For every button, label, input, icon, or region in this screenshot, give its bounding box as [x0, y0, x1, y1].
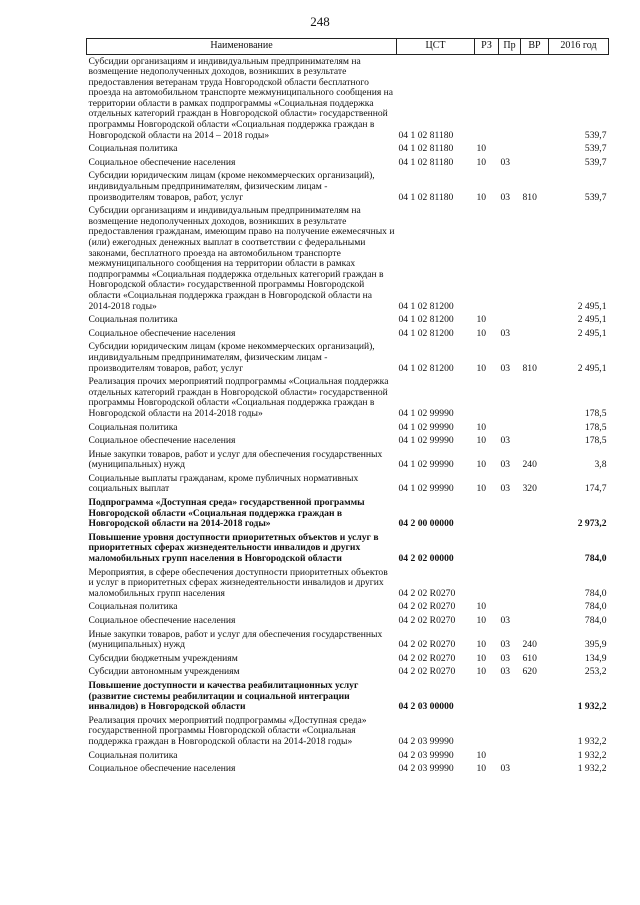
row-pr: 03: [500, 483, 511, 495]
row-vr: [521, 749, 549, 763]
row-name: Социальное обеспечение населения: [88, 327, 236, 339]
row-name: Иные закупки товаров, работ и услуг для обеспечения государственных (муниципальных) нужд: [88, 628, 383, 651]
row-cst: 04 2 02 R0270: [398, 666, 456, 678]
row-pr: [499, 55, 521, 143]
row-name: Социальное обеспечение населения: [88, 615, 236, 626]
row-vr: [521, 55, 549, 143]
row-cst: 04 1 02 81180: [398, 191, 454, 203]
row-rz: [475, 205, 499, 314]
row-pr: 03: [500, 435, 511, 447]
table-row: [87, 566, 609, 601]
row-vr: [521, 566, 549, 601]
row-pr: 03: [500, 362, 511, 374]
row-pr: [499, 497, 521, 532]
row-vr: 320: [522, 483, 537, 495]
row-rz: 10: [476, 483, 487, 495]
row-rz: [475, 531, 499, 566]
header-rz: РЗ: [475, 39, 499, 55]
row-pr: [499, 143, 521, 157]
row-rz: 10: [476, 763, 487, 775]
row-cst: 04 2 02 00000: [398, 553, 454, 565]
row-rz: [475, 497, 499, 532]
row-vr: [521, 679, 549, 714]
row-cst: 04 2 03 99990: [398, 735, 454, 747]
row-cst: 04 1 02 99990: [398, 421, 454, 433]
row-cst: 04 1 02 81180: [398, 129, 454, 141]
row-amount: 178,5: [584, 421, 607, 433]
table-row: [87, 601, 609, 615]
row-amount: 2 495,1: [577, 314, 607, 326]
row-pr: [499, 679, 521, 714]
row-amount: 3,8: [594, 459, 607, 471]
row-vr: [521, 615, 549, 629]
table-row: [87, 652, 609, 666]
row-name: Социальное обеспечение населения: [88, 435, 236, 447]
table-row: [87, 666, 609, 680]
row-cst: 04 1 02 81200: [398, 314, 454, 326]
row-pr: [499, 714, 521, 749]
header-year: 2016 год: [549, 39, 609, 55]
row-rz: [475, 376, 499, 421]
row-name: Реализация прочих мероприятий подпрограммы «Доступная среда» государственной программы Новгородской области «Социальная поддержка граждан в Новгородской области на 2014-2018 годы»: [88, 714, 367, 747]
row-name: Социальная политика: [88, 749, 178, 761]
row-rz: 10: [476, 191, 487, 203]
row-rz: 10: [476, 314, 487, 326]
row-pr: [499, 376, 521, 421]
page-number: 248: [310, 14, 330, 29]
row-pr: 03: [500, 652, 511, 664]
row-rz: [475, 566, 499, 601]
row-pr: [499, 205, 521, 314]
row-vr: 240: [522, 639, 537, 651]
row-name: Социальное обеспечение населения: [88, 763, 236, 775]
row-vr: 620: [522, 666, 537, 678]
header-name: Наименование: [87, 39, 397, 55]
row-amount: 1 932,2: [577, 735, 607, 747]
row-name: Субсидии организациям и индивидуальным предпринимателям на возмещение недополученных доходов, возникших в результате предоставления гражданам, имеющим право на получение ежемесячных и (или) ежегодных денежных выплат в соответствии с федеральными законами, бесплатного проезда на автомобильном транспорте межмуниципального сообщения на территории области в рамках подпрограммы «Социальная поддержка отдельных категорий граждан в Новгородской области» государственной программы Новгородской области «Социальная поддержка граждан в Новгородской области на 2014-2018 годы»: [88, 205, 395, 312]
row-cst: 04 1 02 81180: [398, 156, 454, 168]
row-rz: 10: [476, 156, 487, 168]
table-row: [87, 143, 609, 157]
row-cst: 04 2 02 R0270: [398, 639, 456, 651]
table-row: [87, 156, 609, 170]
row-name: Социальное обеспечение населения: [88, 156, 236, 168]
row-vr: [521, 763, 549, 777]
row-amount: 784,0: [584, 601, 607, 613]
row-vr: 240: [522, 459, 537, 471]
row-cst: 04 2 03 00000: [398, 701, 454, 713]
row-cst: 04 1 02 99990: [398, 459, 454, 471]
table-row: [87, 531, 609, 566]
row-vr: [521, 435, 549, 449]
row-amount: 178,5: [584, 435, 607, 447]
row-vr: [521, 314, 549, 328]
row-cst: 04 2 02 R0270: [398, 601, 456, 613]
row-cst: 04 1 02 81180: [398, 143, 454, 155]
header-pr: Пр: [499, 39, 521, 55]
row-pr: [499, 566, 521, 601]
row-pr: 03: [500, 156, 511, 168]
row-pr: [499, 421, 521, 435]
row-vr: [521, 601, 549, 615]
row-cst: 04 1 02 99990: [398, 407, 454, 419]
row-rz: 10: [476, 459, 487, 471]
row-rz: 10: [476, 327, 487, 339]
row-rz: 10: [476, 601, 487, 613]
row-amount: 1 932,2: [577, 763, 607, 775]
row-amount: 395,9: [584, 639, 607, 651]
table-row: [87, 341, 609, 376]
table-row: [87, 749, 609, 763]
row-pr: 03: [500, 459, 511, 471]
header-cst: ЦСТ: [397, 39, 475, 55]
row-amount: 539,7: [584, 143, 607, 155]
row-cst: 04 2 02 R0270: [398, 587, 456, 599]
row-cst: 04 1 02 99990: [398, 435, 454, 447]
row-name: Мероприятия, в сфере обеспечения доступности приоритетных объектов и услуг в приоритетных сферах жизнедеятельности инвалидов и других маломобильных групп населения: [88, 566, 388, 599]
row-vr: 810: [522, 362, 537, 374]
row-pr: 03: [500, 615, 511, 626]
row-name: Субсидии юридическим лицам (кроме некоммерческих организаций), индивидуальным предпринимателям, физическим лицам - производителям товаров, работ, услуг: [88, 170, 375, 203]
row-cst: 04 2 03 99990: [398, 749, 454, 761]
row-amount: 2 495,1: [577, 327, 607, 339]
row-amount: 784,0: [584, 615, 607, 626]
row-amount: 253,2: [584, 666, 607, 678]
header-vr: ВР: [521, 39, 549, 55]
row-pr: 03: [500, 666, 511, 678]
row-name: Субсидии автономным учреждениям: [88, 666, 240, 678]
row-vr: [521, 205, 549, 314]
row-name: Социальная политика: [88, 143, 178, 155]
table-row: [87, 435, 609, 449]
table-row: [87, 170, 609, 205]
row-vr: [521, 376, 549, 421]
row-amount: 1 932,2: [577, 749, 607, 761]
row-amount: 784,0: [584, 553, 607, 565]
table-row: [87, 327, 609, 341]
table-row: [87, 615, 609, 629]
row-pr: [499, 531, 521, 566]
table-row: [87, 55, 609, 143]
row-name: Субсидии юридическим лицам (кроме некоммерческих организаций), индивидуальным предпринимателям, физическим лицам - производителям товаров, работ, услуг: [88, 341, 375, 374]
row-rz: 10: [476, 652, 487, 664]
row-cst: 04 1 02 99990: [398, 483, 454, 495]
row-pr: [499, 601, 521, 615]
row-cst: 04 2 00 00000: [398, 518, 454, 530]
table-row: [87, 679, 609, 714]
table-row: [87, 714, 609, 749]
table-row: [87, 314, 609, 328]
table-row: [87, 472, 609, 496]
row-pr: [499, 749, 521, 763]
row-name: Реализация прочих мероприятий подпрограммы «Социальная поддержка отдельных категорий граждан в Новгородской области» государственной программы Новгородской области «Социальная поддержка граждан в Новгородской области на 2014-2018 годы»: [88, 376, 389, 419]
row-rz: 10: [476, 362, 487, 374]
row-vr: [521, 714, 549, 749]
row-name: Подпрограмма «Доступная среда» государственной программы Новгородской области «Социальная поддержка граждан в Новгородской области на 2014-2018 годы»: [88, 497, 365, 530]
row-name: Субсидии бюджетным учреждениям: [88, 652, 238, 664]
row-cst: 04 2 02 R0270: [398, 652, 456, 664]
row-cst: 04 1 02 81200: [398, 300, 454, 312]
table-row: [87, 448, 609, 472]
row-pr: 03: [500, 327, 511, 339]
row-amount: 178,5: [584, 407, 607, 419]
row-vr: [521, 531, 549, 566]
row-rz: 10: [476, 435, 487, 447]
row-name: Социальная политика: [88, 421, 178, 433]
row-name: Социальная политика: [88, 601, 178, 613]
row-amount: 539,7: [584, 191, 607, 203]
row-vr: [521, 497, 549, 532]
row-amount: 134,9: [584, 652, 607, 664]
row-rz: [475, 714, 499, 749]
row-cst: 04 2 02 R0270: [398, 615, 456, 626]
row-name: Повышение уровня доступности приоритетных объектов и услуг в приоритетных сферах жизнедеятельности инвалидов и других маломобильных групп населения в Новгородской области: [88, 531, 379, 565]
row-amount: 539,7: [584, 129, 607, 141]
row-amount: 2 973,2: [577, 518, 607, 530]
row-rz: [475, 679, 499, 714]
row-vr: [521, 156, 549, 170]
row-pr: 03: [500, 639, 511, 651]
row-pr: [499, 314, 521, 328]
row-amount: 784,0: [584, 587, 607, 599]
row-rz: 10: [476, 615, 487, 626]
row-amount: 1 932,2: [577, 701, 607, 713]
table-row: [87, 628, 609, 652]
row-rz: [475, 55, 499, 143]
table-row: [87, 763, 609, 777]
row-vr: [521, 421, 549, 435]
row-name: Социальные выплаты гражданам, кроме публичных нормативных социальных выплат: [88, 472, 359, 495]
row-pr: 03: [500, 191, 511, 203]
row-vr: 610: [522, 652, 537, 664]
row-name: Повышение доступности и качества реабилитационных услуг (развитие системы реабилитации и социальной интеграции инвалидов) в Новгородской области: [88, 679, 359, 713]
row-rz: 10: [476, 639, 487, 651]
row-rz: 10: [476, 749, 487, 761]
table-row: [87, 421, 609, 435]
row-vr: [521, 327, 549, 341]
row-rz: 10: [476, 421, 487, 433]
row-name: Субсидии организациям и индивидуальным предпринимателям на возмещение недополученных доходов, возникших в результате предоставления ветеранам труда Новгородской области бесплатного проезда на автомобильном транспорте межмуниципального сообщения на территории области в рамках подпрограммы «Социальная поддержка отдельных категорий граждан в Новгородской области» государственной программы Новгородской области «Социальная поддержка граждан в Новгородской области на 2014 – 2018 годы»: [88, 55, 394, 141]
row-cst: 04 1 02 81200: [398, 327, 454, 339]
row-vr: [521, 143, 549, 157]
row-cst: 04 1 02 81200: [398, 362, 454, 374]
row-name: Социальная политика: [88, 314, 178, 326]
row-rz: 10: [476, 143, 487, 155]
table-row: [87, 205, 609, 314]
row-rz: 10: [476, 666, 487, 678]
row-pr: 03: [500, 763, 511, 775]
row-amount: 2 495,1: [577, 300, 607, 312]
row-amount: 539,7: [584, 156, 607, 168]
row-amount: 2 495,1: [577, 362, 607, 374]
budget-table: [86, 38, 609, 776]
row-name: Иные закупки товаров, работ и услуг для обеспечения государственных (муниципальных) нужд: [88, 448, 383, 471]
row-vr: 810: [522, 191, 537, 203]
table-header-row: [87, 39, 609, 55]
table-row: [87, 497, 609, 532]
row-amount: 174,7: [584, 483, 607, 495]
row-cst: 04 2 03 99990: [398, 763, 454, 775]
table-row: [87, 376, 609, 421]
